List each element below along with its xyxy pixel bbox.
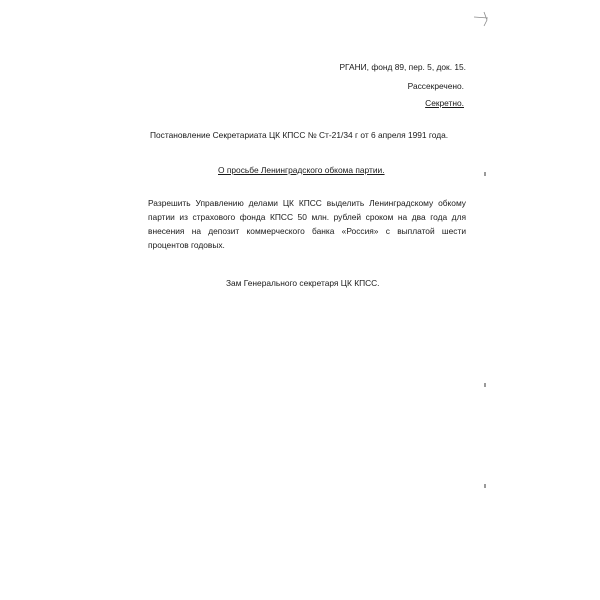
declassified-stamp: Рассекречено. xyxy=(407,81,464,91)
resolution-title: Постановление Секретариата ЦК КПСС № Ст-21/34 г от 6 апреля 1991 года. xyxy=(150,130,449,140)
archive-reference: РГАНИ, фонд 89, пер. 5, док. 15. xyxy=(339,62,466,72)
handwritten-corner-mark xyxy=(472,8,492,28)
resolution-body: Разрешить Управлению делами ЦК КПСС выделить Ленинградскому обкому партии из страхового фонда КПСС 50 млн. рублей сроком на два года для внесения на депозит коммерческого банка «Россия» с выплатой шести процентов годовых. xyxy=(148,198,466,250)
signature-line: Зам Генерального секретаря ЦК КПСС. xyxy=(226,278,380,288)
subject-heading: О просьбе Ленинградского обкома партии. xyxy=(218,165,385,175)
scan-artifact-mark xyxy=(484,383,486,387)
classification-label: Секретно. xyxy=(425,98,464,108)
scan-artifact-mark xyxy=(484,484,486,488)
scan-artifact-mark xyxy=(484,172,486,176)
